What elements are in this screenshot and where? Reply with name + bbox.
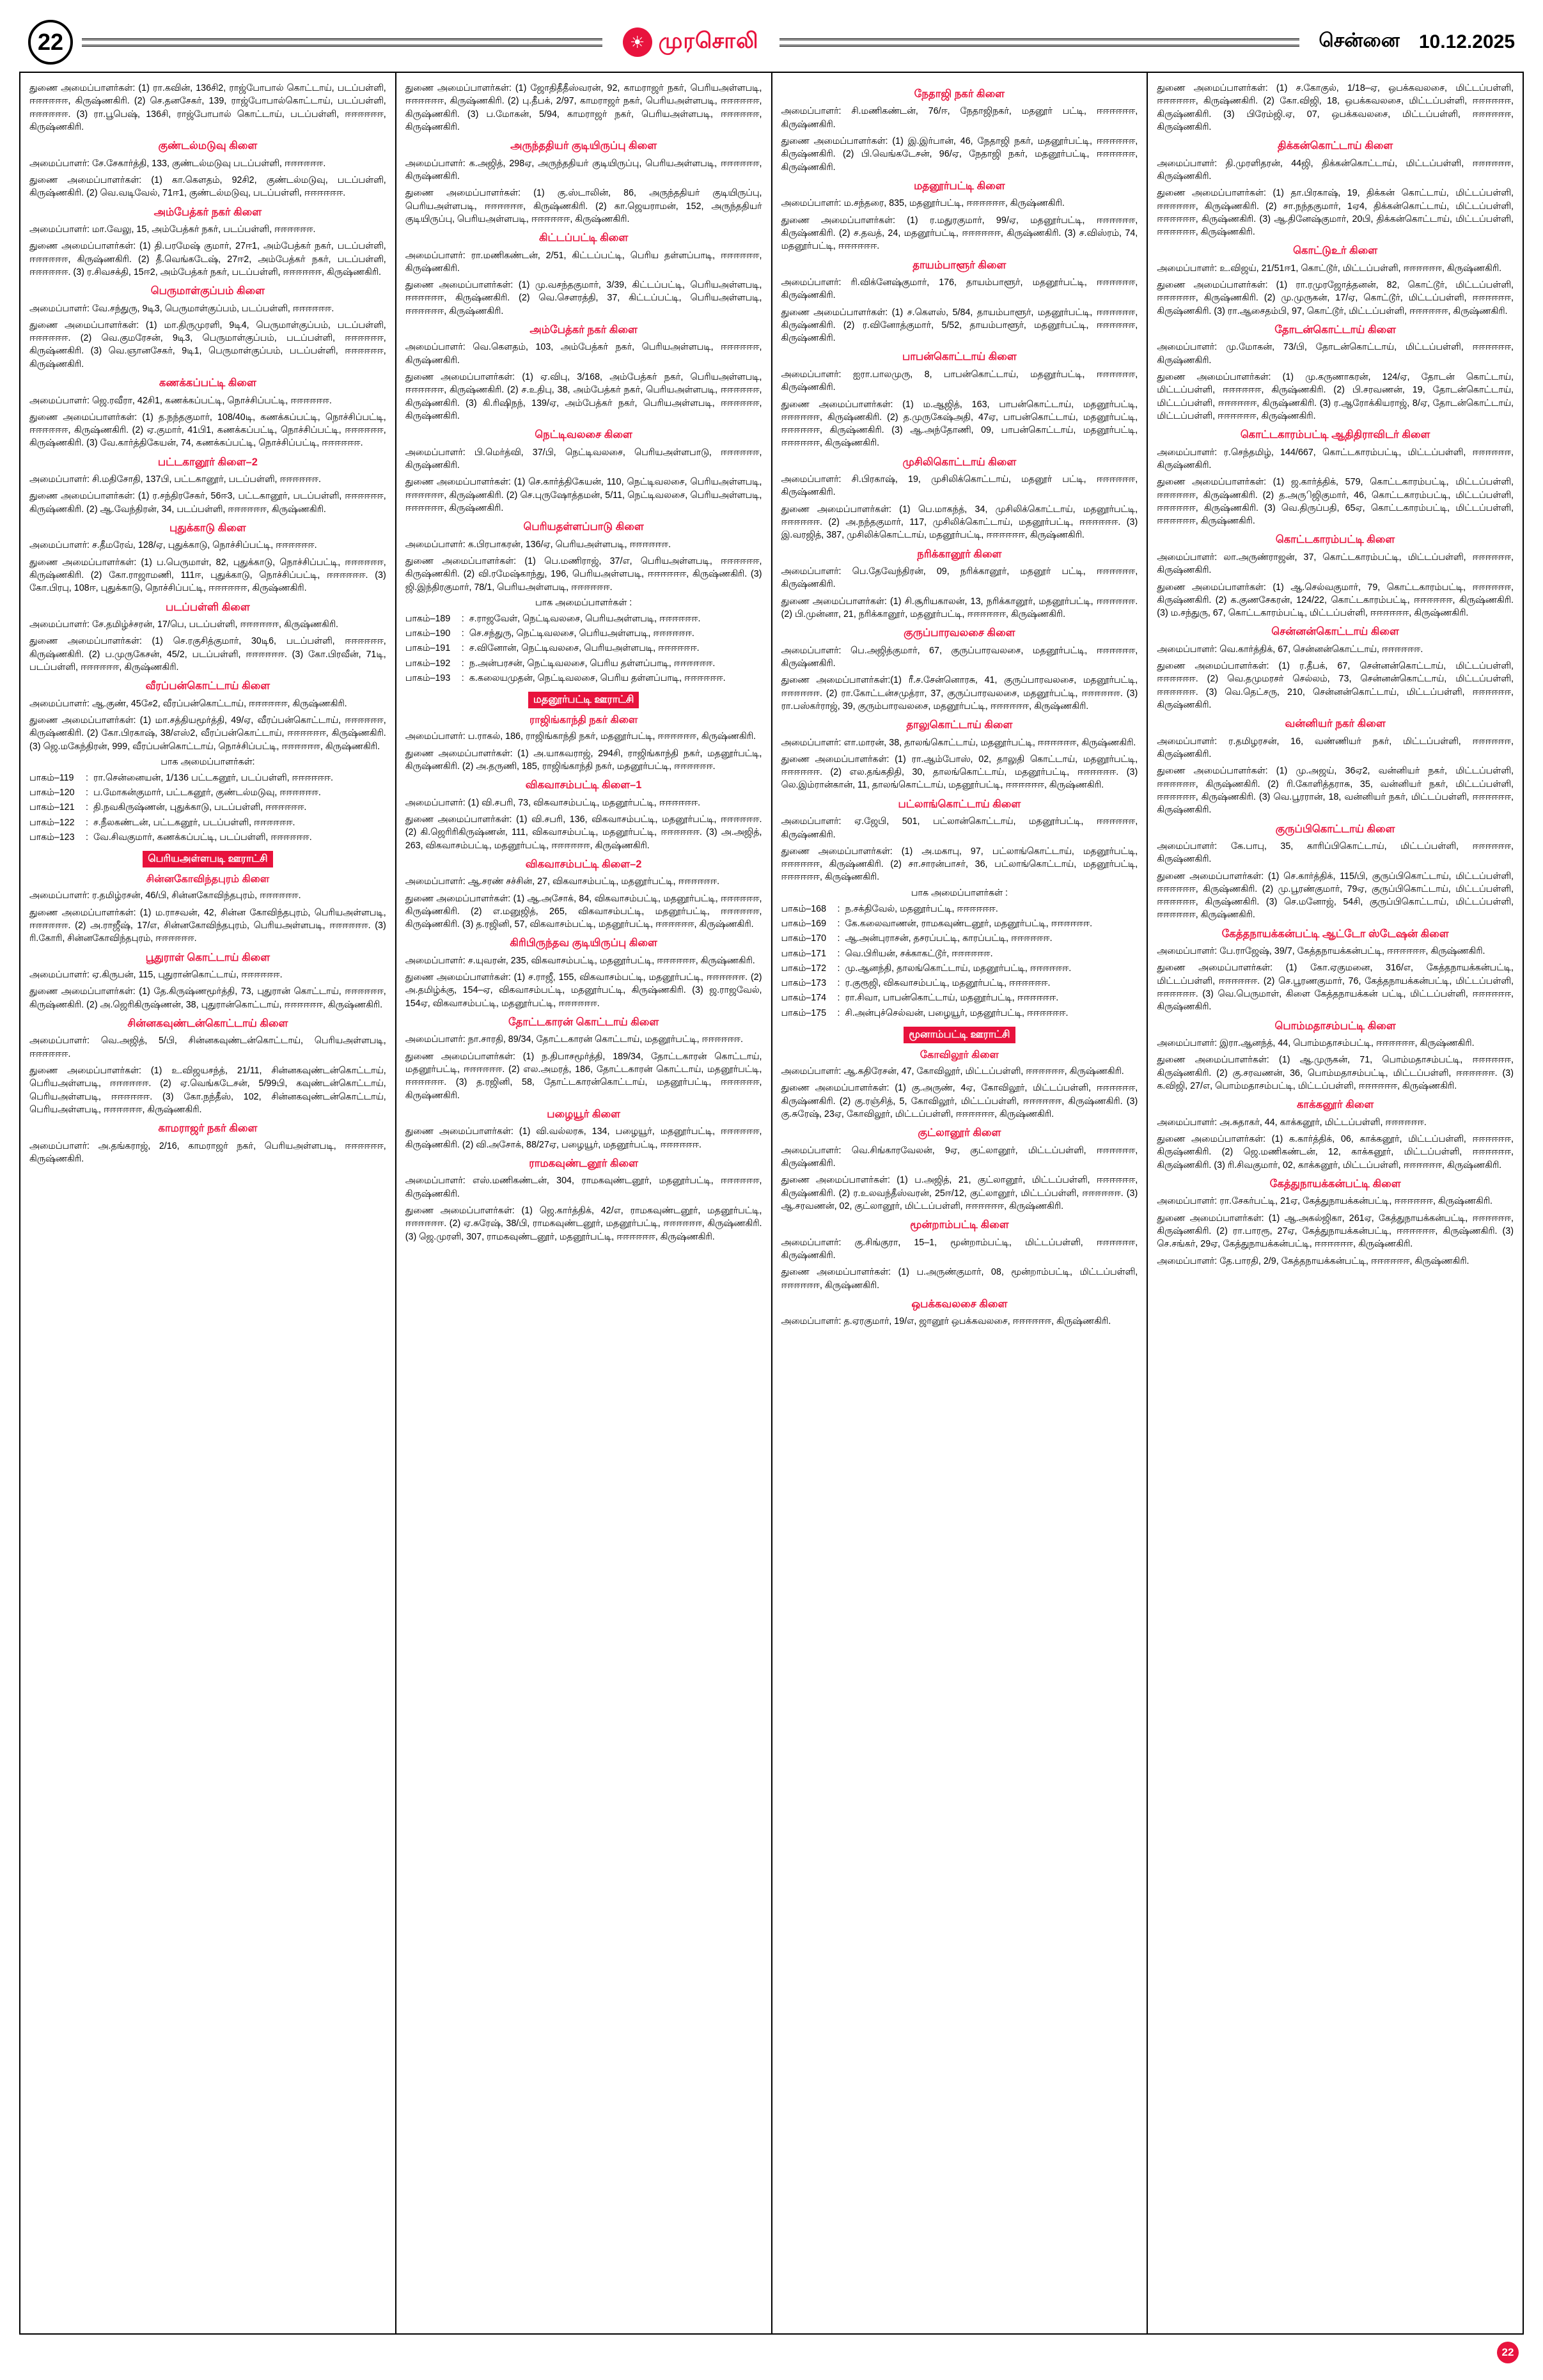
entry-paragraph: துணை அமைப்பாளர்கள்: (1) மு.கருணாகரன், 124/ஏ, தோடன் கொட்டாய், மிட்டப்பள்ளி, ஈஈஈஈஈஈ, கிருஷ்ணகிரி. (2) பி.சரவணன், 19, தோடன்கொட்டாய், மிட்டப்பள்ளி, ஈஈஈஈஈஈ, கிருஷ்ணகிரி. (3) ர.ஆரோக்கியராஜ், 8/ஏ, தோடன்கொட்டாய், மிட்டப்பள்ளி, ஈஈஈஈஈஈ, கிருஷ்ணகிரி. <box>1157 372 1514 421</box>
section-note: பாக அமைப்பாளர்கள் : <box>535 597 632 608</box>
entry-paragraph: துணை அமைப்பாளர்கள்: (1) கு.ஸ்டாலின், 86, அருந்ததியர் குடியிருப்பு, பெரியஅள்ளபடி, ஈஈஈஈஈஈ, கிருஷ்ணகிரி. (2) கா.ஜெயராமன், 152, அருந்ததியர் குடியிருப்பு, பெரியஅள்ளபடி, ஈஈஈஈஈஈ, கிருஷ்ணகிரி. <box>405 188 762 224</box>
branch-heading: ஒபக்கவலசை கிளை <box>911 1298 1008 1310</box>
panchayat-banner: மதனூர்பட்டி ஊராட்சி <box>528 692 639 708</box>
entry-paragraph: துணை அமைப்பாளர்கள்: (1) வி.சபரி, 136, விகவாசம்பட்டி, மதனூர்பட்டி, ஈஈஈஈஈஈ. (2) கி.ஜெரிரிகிருஷ்ணன், 111, விகவாசம்பட்டி, மதனூர்பட்டி, ஈஈஈஈஈஈ. (3) அ.அஜித், 263, விகவாசம்பட்டி, மதனூர்பட்டி, ஈஈஈஈஈஈ, கிருஷ்ணகிரி. <box>405 814 762 851</box>
part-number: பாகம்–189 <box>405 613 451 624</box>
list-item <box>29 786 386 799</box>
entry-paragraph: அமைப்பாளர்: வெ.கார்த்திக், 67, சென்னன்கொட்டாய், ஈஈஈஈஈஈ. <box>1157 644 1423 655</box>
entry-paragraph: துணை அமைப்பாளர்கள்: (1) த.நந்தகுமார், 108/40டி, கணக்கப்பட்டி, நொச்சிப்பட்டி, ஈஈஈஈஈஈ, கிருஷ்ணகிரி. (2) ஏ.குமார், 41பி1, கணக்கப்பட்டி, நொச்சிப்பட்டி, ஈஈஈஈஈஈ, கிருஷ்ணகிரி. (3) வே.கார்த்திகேயன், 74, கணக்கப்பட்டி, நொச்சிப்பட்டி, ஈஈஈஈஈஈ. <box>29 412 386 449</box>
list-item <box>781 992 1138 1004</box>
entry-paragraph: அமைப்பாளர்: கே.பாபு, 35, காரிப்பிகொட்டாய், மிட்டப்பள்ளி, ஈஈஈஈஈஈ, கிருஷ்ணகிரி. <box>1157 841 1514 865</box>
branch-heading: பூதுராள் கொட்டாய் கிளை <box>145 951 270 963</box>
entry-paragraph: அமைப்பாளர்: ஏ.ஜேபி, 501, பட்லான்கொட்டாய், மதனூர்பட்டி, ஈஈஈஈஈஈ, கிருஷ்ணகிரி. <box>781 816 1138 840</box>
part-organizer-list <box>781 903 1138 1020</box>
part-number: பாகம்–123 <box>29 832 75 843</box>
entry-paragraph: அமைப்பாளர்: ஆ.கதிரேசன், 47, கோவிலூர், மிட்டப்பள்ளி, ஈஈஈஈஈஈ, கிருஷ்ணகிரி. <box>781 1066 1124 1077</box>
branch-heading: புதுக்காடு கிளை <box>169 522 246 534</box>
entry-paragraph: அமைப்பாளர்: பி.மெர்த்வி, 37/பி, நெட்டிவலசை, பெரியஅள்ளபாடு, ஈஈஈஈஈஈ, கிருஷ்ணகிரி. <box>405 447 762 471</box>
entry-paragraph: துணை அமைப்பாளர்கள்: (1) ஜெ.கார்த்திக், 42/எ, ராமகவுண்டனூர், மதனூர்பட்டி, ஈஈஈஈஈஈ. (2) ஏ.சுரேஷ், 38/பி, ராமகவுண்டனூர், மதனூர்பட்டி, ஈஈஈஈஈஈ, கிருஷ்ணகிரி. (3) ஜெ.முரளி, 307, ராமகவுண்டனூர், மதனூர்பட்டி, ஈஈஈஈஈஈ, கிருஷ்ணகிரி. <box>405 1206 762 1242</box>
entry-paragraph: துணை அமைப்பாளர்கள்: (1) ப.பெருமாள், 82, புதுக்காடு, நொச்சிப்பட்டி, ஈஈஈஈஈஈ, கிருஷ்ணகிரி. (2) கோ.ராஜாமணி, 111ஈ, புதுக்காடு, நொச்சிப்பட்டி, ஈஈஈஈஈஈ. (3) கோ.பிரபு, 108ஈ, புதுக்காடு, நொச்சிப்பட்டி, ஈஈஈஈஈஈ, கிருஷ்ணகிரி. <box>29 557 386 594</box>
list-item <box>405 612 762 625</box>
part-number: பாகம்–169 <box>781 919 827 929</box>
branch-heading: கேத்தநாயக்கன்பட்டி ஆட்டோ ஸ்டேஷன் கிளை <box>1221 928 1449 940</box>
list-item <box>29 801 386 814</box>
branch-heading: அருந்ததியர் குடியிருப்பு கிளை <box>510 140 657 152</box>
branch-heading: தோட்டகாரன் கொட்டாய் கிளை <box>508 1016 659 1029</box>
branch-heading: சென்னன்கொட்டாய் கிளை <box>1271 626 1399 638</box>
entry-paragraph: அமைப்பாளர்: ர.தமிழரசன், 16, வண்ணியர் நகர், மிட்டப்பள்ளி, ஈஈஈஈஈஈ, கிருஷ்ணகிரி. <box>1157 736 1514 760</box>
part-organizer-name: ச.ராஜவேள், நெட்டிவலசை, பெரியஅள்ளபடி, ஈஈஈஈஈஈ. <box>469 613 701 624</box>
panchayat-banner: பெரியஅள்ளபடி ஊராட்சி <box>143 851 272 867</box>
part-organizer-name: ப.மோகன்குமார், பட்டகனூர், குண்டல்மடுவு, ஈஈஈஈஈஈ. <box>93 788 321 798</box>
part-number: பாகம்–171 <box>781 948 827 959</box>
entry-paragraph: அமைப்பாளர்: பெ.அஜித்குமார், 67, குருப்பாரவலசை, மதனூர்பட்டி, ஈஈஈஈஈஈ, கிருஷ்ணகிரி. <box>781 645 1138 669</box>
entry-paragraph: துணை அமைப்பாளர்கள்: (1) ர.மதுரகுமார், 99/ஏ, மதனூர்பட்டி, ஈஈஈஈஈஈ, கிருஷ்ணகிரி. (2) ச.தவத், 24, மதனூர்பட்டி, ஈஈஈஈஈஈ, கிருஷ்ணகிரி. (3) ச.விஸ்ரம், 74, மதனூர்பட்டி, ஈஈஈஈஈஈ. <box>781 215 1138 252</box>
part-separator: : <box>86 817 88 828</box>
branch-heading: சின்னகவுண்டன்கொட்டாய் கிளை <box>127 1017 288 1029</box>
entry-paragraph: அமைப்பாளர்: ரி.விக்னேஷ்குமார், 176, தாயம்பாளூர், மதனூர்பட்டி, ஈஈஈஈஈஈ, கிருஷ்ணகிரி. <box>781 277 1138 301</box>
entry-paragraph: துணை அமைப்பாளர்கள்: (1) ப.அஜித், 21, குட்லானூர், மிட்டப்பள்ளி, ஈஈஈஈஈஈ, கிருஷ்ணகிரி. (2) ர.உலவந்தீஸ்வரன், 25ஈ/12, குட்லானூர், மிட்டப்பள்ளி, ஈஈஈஈஈஈ. (3) ஆ.சரவணன், 02, குட்லானூர், மிட்டப்பள்ளி, ஈஈஈஈஈஈ, கிருஷ்ணகிரி. <box>781 1175 1138 1211</box>
branch-heading: குருப்பாரவலசை கிளை <box>904 627 1015 639</box>
entry-paragraph: துணை அமைப்பாளர்கள்: (1) ச.கோகுல், 1/18–ஏ, ஒபக்கவலசை, மிட்டப்பள்ளி, ஈஈஈஈஈஈ, கிருஷ்ணகிரி. (2) கோ.விஜி, 18, ஒபக்கவலசை, மிட்டப்பள்ளி, ஈஈஈஈஈஈ, கிருஷ்ணகிரி. (3) பிரேம்ஜி.ஏ, 07, ஒபக்கவலசை, மிட்டப்பள்ளி, ஈஈஈஈஈஈ, கிருஷ்ணகிரி. <box>1157 83 1514 132</box>
entry-paragraph: துணை அமைப்பாளர்கள்: (1) தி.பரமேஷ் குமார், 27ஈ1, அம்பேத்கர் நகர், படப்பள்ளி, ஈஈஈஈஈஈ, கிருஷ்ணகிரி. (2) தீ.வெங்கடேஷ், 27ஈ2, அம்பேத்கர் நகர், படப்பள்ளி, ஈஈஈஈஈஈ. (3) ர.சிவசக்தி, 15ஈ2, அம்பேத்கர் நகர், படப்பள்ளி, ஈஈஈஈஈஈ, கிருஷ்ணகிரி. <box>29 241 386 277</box>
part-organizer-name: வெ.பிரியன், சக்காகட்டூர், ஈஈஈஈஈஈ. <box>845 948 993 959</box>
list-item <box>781 917 1138 930</box>
entry-paragraph: துணை அமைப்பாளர்கள்: (1) பெ.மாகந்த், 34, முசிலிக்கொட்டாய், மதனூர்பட்டி, ஈஈஈஈஈஈ. (2) அ.நந்தகுமார், 117, முசிலிக்கொட்டாய், மதனூர்பட்டி, ஈஈஈஈஈஈ. (3) இ.வரஜித், 387, முசிலிக்கொட்டாய், மதனூர்பட்டி, ஈஈஈஈஈஈ, கிருஷ்ணகிரி. <box>781 504 1138 541</box>
entry-paragraph: துணை அமைப்பாளர்கள்: (1) மு.அஜய், 36ஏ2, வன்னியர் நகர், மிட்டப்பள்ளி, ஈஈஈஈஈஈ, கிருஷ்ணகிரி. (2) ரி.கோளித்தராசு, 35, வன்னியர் நகர், மிட்டப்பள்ளி, ஈஈஈஈஈஈ, கிருஷ்ணகிரி. (3) வெ.பூரரான், 18, வன்னியர் நகர், மிட்டப்பள்ளி, ஈஈஈஈஈஈ, கிருஷ்ணகிரி. <box>1157 766 1514 816</box>
entry-paragraph: துணை அமைப்பாளர்கள்: (1) தா.பிரகாஷ், 19, திக்கன் கொட்டாய், மிட்டப்பள்ளி, ஈஈஈஈஈஈ, கிருஷ்ணகிரி. (2) சா.நந்தகுமார், 1ஏ4, திக்கன்கொட்டாய், மிட்டப்பள்ளி, ஈஈஈஈஈஈ, கிருஷ்ணகிரி. (3) ஆ.தினேஷ்குமார், 20பி, திக்கன்கொட்டாய், மிட்டப்பள்ளி, ஈஈஈஈஈஈ, கிருஷ்ணகிரி. <box>1157 188 1514 238</box>
part-organizer-name: ச.நீலகண்டன், பட்டகனூர், படப்பள்ளி, ஈஈஈஈஈஈ. <box>93 817 295 828</box>
entry-paragraph: துணை அமைப்பாளர்கள்: (1) செ.ரகுசித்குமார், 30டி6, படப்பள்ளி, ஈஈஈஈஈஈ, கிருஷ்ணகிரி. (2) ப.முருகேசன், 45/2, படப்பள்ளி, ஈஈஈஈஈஈ. (3) கோ.பிரவீன், 71டி, படப்பள்ளி, ஈஈஈஈஈஈ, கிருஷ்ணகிரி. <box>29 636 386 673</box>
content-frame <box>19 72 1524 2335</box>
entry-paragraph: துணை அமைப்பாளர்கள்: (1) ஜ.கார்த்திக், 579, கொட்டகாரம்பட்டி, மிட்டப்பள்ளி, ஈஈஈஈஈஈ, கிருஷ்ணகிரி. (2) த.அருிஜிகுமார், 46, கொட்டகாரம்பட்டி, மிட்டப்பள்ளி, ஈஈஈஈஈஈ, கிருஷ்ணகிரி. (3) வெ.திருப்பதி, 65ஏ, கொட்டகாரம்பட்டி, மிட்டப்பள்ளி, ஈஈஈஈஈஈ, கிருஷ்ணகிரி. <box>1157 477 1514 527</box>
entry-paragraph: அமைப்பாளர்: (1) வி.சபரி, 73, விகவாசம்பட்டி, மதனூர்பட்டி, ஈஈஈஈஈஈ. <box>405 797 701 808</box>
part-number: பாகம்–120 <box>29 788 75 798</box>
part-organizer-name: வே.சிவகுமார், கணக்கப்பட்டி, படப்பள்ளி, ஈஈஈஈஈஈ. <box>93 832 312 843</box>
col-2 <box>396 73 772 2333</box>
part-separator: : <box>86 772 88 783</box>
entry-paragraph: அமைப்பாளர்: பே.ராஜேஷ், 39/7, கேத்தநாயக்கன்பட்டி, ஈஈஈஈஈஈ, கிருஷ்ணகிரி. <box>1157 946 1485 957</box>
entry-paragraph: துணை அமைப்பாளர்கள்: (1) உ.விஜயசந்த், 21/11, சின்னகவுண்டன்கொட்டாய், பெரியஅள்ளபடி, ஈஈஈஈஈஈ. (2) ஏ.வெங்கடேசன், 5/99பி, கவுண்டன்கொட்டாய், பெரியஅள்ளபடி, ஈஈஈஈஈஈ. (3) கோ.நந்தீஸ், 102, சின்னகவுண்டன்கொட்டாய், பெரியஅள்ளபடி, ஈஈஈஈஈஈ, கிருஷ்ணகிரி. <box>29 1065 386 1115</box>
entry-paragraph: அமைப்பாளர்: தே.பாரதி, 2/9, கேத்தநாயக்கன்பட்டி, ஈஈஈஈஈஈ, கிருஷ்ணகிரி. <box>1157 1256 1469 1266</box>
section-note: பாக அமைப்பாளர்கள் : <box>911 887 1008 898</box>
entry-paragraph: அமைப்பாளர்: ர.தமிழ்ரசன், 46/பி, சின்னகோவிந்தபுரம், ஈஈஈஈஈஈ. <box>29 891 301 901</box>
part-organizer-name: ரா.சிவா, பாபன்கொட்டாய், மதனூர்பட்டி, ஈஈஈஈஈஈ. <box>845 993 1059 1004</box>
entry-paragraph: அமைப்பாளர்: தி.முரளிதரன், 44ஜி, திக்கன்கொட்டாய், மிட்டப்பள்ளி, ஈஈஈஈஈஈ, கிருஷ்ணகிரி. <box>1157 158 1514 182</box>
entry-paragraph: துணை அமைப்பாளர்கள்: (1) ச.கௌஸ், 5/84, தாயம்பாளூர், மதனூர்பட்டி, ஈஈஈஈஈஈ, கிருஷ்ணகிரி. (2) ர.வினோத்குமார், 5/52, தாயம்பாளூர், மதனூர்பட்டி, ஈஈஈஈஈஈ, கிருஷ்ணகிரி. <box>781 307 1138 344</box>
list-item <box>29 816 386 829</box>
branch-heading: காக்கனூர் கிளை <box>1297 1099 1374 1111</box>
entry-paragraph: துணை அமைப்பாளர்கள்: (1) செ.கார்த்திகேயன், 110, நெட்டிவலசை, பெரியஅள்ளபடி, ஈஈஈஈஈஈ, கிருஷ்ணகிரி. (2) செ.புருஷோத்தமன், 5/11, நெட்டிவலசை, பெரியஅள்ளபடி, ஈஈஈஈஈஈ, கிருஷ்ணகிரி. <box>405 477 762 513</box>
page-number-badge: 22 <box>28 20 73 65</box>
part-number: பாகம்–175 <box>781 1007 827 1018</box>
entry-paragraph: அமைப்பாளர்: மா.வேலு, 15, அம்பேத்கர் நகர், படப்பள்ளி, ஈஈஈஈஈஈ. <box>29 224 316 235</box>
entry-paragraph: அமைப்பாளர்: பெ.தேவேந்திரன், 09, நரிக்கானூர், மதனூர் பட்டி, ஈஈஈஈஈஈ, கிருஷ்ணகிரி. <box>781 566 1138 590</box>
branch-heading: தாயம்பாளூர் கிளை <box>912 259 1006 271</box>
part-separator: : <box>837 919 840 929</box>
part-organizer-list <box>405 612 762 685</box>
section-note: பாக அமைப்பாளர்கள்: <box>161 756 255 767</box>
branch-heading: குண்டல்மடுவு கிளை <box>158 140 258 152</box>
entry-paragraph: அமைப்பாளர்: ஏ.கிருபன், 115, புதுரான்கொட்டாய், ஈஈஈஈஈஈ. <box>29 970 283 980</box>
entry-paragraph: அமைப்பாளர்: சே.சேகார்த்தி, 133, குண்டல்மடுவு படப்பள்ளி, ஈஈஈஈஈஈ. <box>29 158 326 169</box>
list-item <box>781 1007 1138 1020</box>
branch-heading: கேத்துநாயக்கன்பட்டி கிளை <box>1269 1178 1401 1190</box>
entry-paragraph: அமைப்பாளர்: வெ.அஜித், 5/பி, சின்னகவுண்டன்கொட்டாய், பெரியஅள்ளபடி, ஈஈஈஈஈஈ. <box>29 1036 386 1059</box>
entry-paragraph: துணை அமைப்பாளர்கள்: (1) ந.திபாசமூர்த்தி, 189/34, தோட்டகாரன் கொட்டாய், மதனூர்பட்டி, ஈஈஈஈஈஈ. (2) எல.அமரத், 186, தோட்டகாரன் கொட்டாய், மதனூர்பட்டி, ஈஈஈஈஈஈ. (3) த.ரஜினி, 58, தோட்டகாரன்கொட்டாய், மதனூர்பட்டி, ஈஈஈஈஈஈ, கிருஷ்ணகிரி. <box>405 1051 762 1101</box>
entry-paragraph: அமைப்பாளர்: ஐரா.பாலமுரு, 8, பாபன்கொட்டாய், மதனூர்பட்டி, ஈஈஈஈஈஈ, கிருஷ்ணகிரி. <box>781 369 1138 393</box>
branch-heading: பட்லாங்கொட்டாய் கிளை <box>898 798 1021 810</box>
branch-heading: நெட்டிவலசை கிளை <box>535 429 632 441</box>
entry-paragraph: துணை அமைப்பாளர்கள்: (1) ர.தீபக், 67, சென்னன்கொட்டாய், மிட்டப்பள்ளி, ஈஈஈஈஈஈ. (2) வெ.தமுமரசர் செல்லம், 73, சென்னன்கொட்டாய், மிட்டப்பள்ளி, ஈஈஈஈஈஈ. (3) வெ.தெட்சரு, 210, சென்னன்கொட்டாய், மிட்டப்பள்ளி, ஈஈஈஈஈஈ, கிருஷ்ணகிரி. <box>1157 661 1514 711</box>
panchayat-banner: மூனாம்பட்டி ஊராட்சி <box>904 1027 1015 1043</box>
entry-paragraph: அமைப்பாளர்: சி.மதிசோதி, 137பி, பட்டகானூர், படப்பள்ளி, ஈஈஈஈஈஈ. <box>29 474 321 485</box>
entry-paragraph: அமைப்பாளர்: ப.ராகல், 186, ராஜிங்காந்தி நகர், மதனூர்பட்டி, ஈஈஈஈஈஈ, கிருஷ்ணகிரி. <box>405 731 756 742</box>
list-item <box>781 903 1138 915</box>
entry-paragraph: துணை அமைப்பாளர்கள்: (1) ஏ.விபு, 3/168, அம்பேத்கர் நகர், பெரியஅள்ளபடி, ஈஈஈஈஈஈ, கிருஷ்ணகிரி. (2) ச.உதிபு, 38, அம்பேத்கர் நகர், பெரியஅள்ளபடி, ஈஈஈஈஈஈ, கிருஷ்ணகிரி. (3) கி.ரிஷிநந், 139/ஏ, அம்பேத்கர் நகர், பெரியஅள்ளபடி, ஈஈஈஈஈஈ, கிருஷ்ணகிரி. <box>405 372 762 421</box>
part-organizer-name: க.கலையமுதன், நெட்டிவலசை, பெரிய தள்ளப்பாடி, ஈஈஈஈஈஈ. <box>469 673 726 683</box>
part-organizer-name: ரா.சென்னையன், 1/136 பட்டகனூர், படப்பள்ளி, ஈஈஈஈஈஈ. <box>93 772 333 783</box>
entry-paragraph: துணை அமைப்பாளர்கள்: (1) ரா.கவின், 136சி2, ராஜ்போபால் கொட்டாய், படப்பள்ளி, ஈஈஈஈஈஈ, கிருஷ்ணகிரி. (2) செ.தனசேகர், 139, ராஜ்போபால்கொட்டாய், படப்பள்ளி, ஈஈஈஈஈஈ. (3) ரா.பூபெஷ், 136சி, ராஜ்போபால் கொட்டாய், படப்பள்ளி, ஈஈஈஈஈஈ, கிருஷ்ணகிரி. <box>29 83 386 132</box>
part-organizer-name: ந.சக்திவேல், மதனூர்பட்டி, ஈஈஈஈஈஈ. <box>845 903 998 914</box>
entry-paragraph: அமைப்பாளர்: அ.சுதாகர், 44, காக்கனூர், மிட்டப்பள்ளி, ஈஈஈஈஈஈ. <box>1157 1117 1427 1128</box>
list-item <box>29 831 386 844</box>
branch-heading: பெருமாள்குப்பம் கிளை <box>150 285 265 297</box>
branch-heading: வீரப்பன்கொட்டாய் கிளை <box>145 680 270 692</box>
entry-paragraph: அமைப்பாளர்: வெ.கௌதம், 103, அம்பேத்கர் நகர், பெரியஅள்ளபடி, ஈஈஈஈஈஈ, கிருஷ்ணகிரி. <box>405 342 762 366</box>
part-number: பாகம்–119 <box>29 772 74 783</box>
entry-paragraph: துணை அமைப்பாளர்கள்: (1) ஆ.முருகன், 71, பொம்மதாசம்பட்டி, ஈஈஈஈஈஈ, கிருஷ்ணகிரி. (2) கு.சரவணன், 36, பொம்மதாசம்பட்டி, மிட்டப்பள்ளி, ஈஈஈஈஈஈ. (3) க.விஜி, 27/எ, பொம்மதாசம்பட்டி, மிட்டப்பள்ளி, ஈஈஈஈஈஈ, கிருஷ்ணகிரி. <box>1157 1055 1514 1091</box>
footer-page-number: 22 <box>1497 2342 1519 2363</box>
part-separator: : <box>461 613 464 624</box>
entry-paragraph: துணை அமைப்பாளர்கள்: (1) ர.சந்திரசேகர், 56ஈ3, பட்டகானூர், படப்பள்ளி, ஈஈஈஈஈஈ, கிருஷ்ணகிரி. (2) ஆ.வேந்திரன், 34, படப்பள்ளி, ஈஈஈஈஈஈ, கிருஷ்ணகிரி. <box>29 491 386 515</box>
entry-paragraph: துணை அமைப்பாளர்கள்: (1) மா.சத்தியமூர்த்தி, 49/ஏ, வீரப்பன்கொட்டாய், ஈஈஈஈஈஈ, கிருஷ்ணகிரி. (2) கோ.பிரகாஷ், 38/எஸ்2, வீரப்பன்கொட்டாய், ஈஈஈஈஈஈ, கிருஷ்ணகிரி. (3) ஜெ.மகேந்திரன், 999, வீரப்பன்கொட்டாய், நொச்சிப்பட்டி, ஈஈஈஈஈஈ, கிருஷ்ணகிரி. <box>29 715 386 752</box>
entry-paragraph: அமைப்பாளர்: ரா.மணிகண்டன், 2/51, கிட்டப்பட்டி, பெரிய தள்ளப்பாடி, ஈஈஈஈஈஈ, கிருஷ்ணகிரி. <box>405 250 762 274</box>
branch-heading: கொட்டகாரம்பட்டி கிளை <box>1275 534 1395 546</box>
branch-heading: நரிக்கானூர் கிளை <box>917 548 1002 560</box>
entry-paragraph: அமைப்பாளர்: லா.அருண்ராஜன், 37, கொட்டகாரம்பட்டி, மிட்டப்பள்ளி, ஈஈஈஈஈஈ, கிருஷ்ணகிரி. <box>1157 552 1514 576</box>
list-item <box>405 642 762 655</box>
entry-paragraph: அமைப்பாளர்: அ.தங்கராஜ், 2/16, காமராஜர் நகர், பெரியஅள்ளபடி, ஈஈஈஈஈஈ, கிருஷ்ணகிரி. <box>29 1140 386 1164</box>
masthead-rule-right <box>779 38 1300 47</box>
branch-heading: பட்டகானூர் கிளை–2 <box>157 456 258 468</box>
entry-paragraph: அமைப்பாளர்: ஆ.குண், 45சே2, வீரப்பன்கொட்டாய், ஈஈஈஈஈஈ, கிருஷ்ணகிரி. <box>29 698 347 709</box>
list-item <box>781 962 1138 975</box>
part-separator: : <box>461 643 464 654</box>
entry-paragraph: அமைப்பாளர்: சி.பிரகாஷ், 19, முசிலிக்கொட்டாய், மதனூர் பட்டி, ஈஈஈஈஈஈ, கிருஷ்ணகிரி. <box>781 474 1138 498</box>
entry-paragraph: அமைப்பாளர்: கு.சிங்குரா, 15–1, மூன்றாம்பட்டி, மிட்டப்பள்ளி, ஈஈஈஈஈஈ, கிருஷ்ணகிரி. <box>781 1237 1138 1261</box>
part-separator: : <box>837 948 840 959</box>
entry-paragraph: துணை அமைப்பாளர்கள்: (1) ஜோதிதீதீஸ்வரன், 92, காமராஜர் நகர், பெரியஅள்ளபடி, ஈஈஈஈஈஈ, கிருஷ்ணகிரி. (2) பு.தீபக், 2/97, காமராஜர் நகர், பெரியஅள்ளபடி, ஈஈஈஈஈஈ, கிருஷ்ணகிரி. (3) ப.மோகன், 5/94, காமராஜர் நகர், பெரியஅள்ளபடி, ஈஈஈஈஈஈ, கிருஷ்ணகிரி. <box>405 83 762 132</box>
branch-heading: நேதாஜி நகர் கிளை <box>914 88 1005 100</box>
branch-subheading: ராஜிங்காந்தி நகர் கிளை <box>529 715 638 726</box>
branch-heading: விகவாசம்பட்டி கிளை–2 <box>525 858 642 870</box>
entry-paragraph: அமைப்பாளர்: ஆ.சரண் சச்சின், 27, விகவாசம்பட்டி, மதனூர்பட்டி, ஈஈஈஈஈஈ. <box>405 876 720 887</box>
edition-label: சென்னை <box>1319 30 1400 51</box>
entry-paragraph: துணை அமைப்பாளர்கள்: (1) ஆ.அசோக், 84, விகவாசம்பட்டி, மதனூர்பட்டி, ஈஈஈஈஈஈ, கிருஷ்ணகிரி. (2) எ.மனுஜித், 265, விகவாசம்பட்டி, மதனூர்பட்டி, ஈஈஈஈஈஈ, கிருஷ்ணகிரி. (3) த.ரஜினி, 57, விகவாசம்பட்டி, மதனூர்பட்டி, ஈஈஈஈஈஈ, கிருஷ்ணகிரி. <box>405 893 762 930</box>
part-separator: : <box>837 903 840 914</box>
part-number: பாகம்–121 <box>29 802 75 813</box>
part-organizer-name: ந.அன்பரசன், நெட்டிவலசை, பெரிய தள்ளப்பாடி, ஈஈஈஈஈஈ. <box>469 658 716 669</box>
branch-heading: முசிலிகொட்டாய் கிளை <box>902 456 1017 468</box>
entry-paragraph: துணை அமைப்பாளர்கள்: (1) பெ.மணிராஜ், 37/எ, பெரியஅள்ளபடி, ஈஈஈஈஈஈ, கிருஷ்ணகிரி. (2) வி.ரமேஷ்காந்து, 196, பெரியஅள்ளபடி, ஈஈஈஈஈஈ, கிருஷ்ணகிரி. (3) ஜி.இந்திரகுமார், 78/1, பெரியஅள்ளபடி, ஈஈஈஈஈஈ. <box>405 556 762 593</box>
branch-heading: தோடன்கொட்டாய் கிளை <box>1274 324 1397 336</box>
brand-name: முரசொலி <box>658 28 759 53</box>
entry-paragraph: துணை அமைப்பாளர்கள்: (1) ம.ஆஜித், 163, பாபன்கொட்டாய், மதனூர்பட்டி, ஈஈஈஈஈஈ, கிருஷ்ணகிரி. (2) த.முருகேஷ்அதி, 47ஏ, பாபன்கொட்டாய், மதனூர்பட்டி, ஈஈஈஈஈஈ, கிருஷ்ணகிரி. (3) ஆ.அந்தோணி, 09, பாபன்கொட்டாய், மதனூர்பட்டி, ஈஈஈஈஈஈ, கிருஷ்ணகிரி. <box>781 399 1138 449</box>
entry-paragraph: துணை அமைப்பாளர்கள்: (1) கோ.ஏகுமனை, 316/எ, கேத்தநாயக்கன்பட்டி, மிட்டப்பள்ளி, ஈஈஈஈஈஈ. (2) செ.பூரணகுமார், 76, கேத்தநாயக்கன்பட்டி, மிட்டப்பள்ளி, ஈஈஈஈஈஈ. (3) வெ.பெருமாள், கிளை கேத்தநாயக்கன் பட்டி, மிட்டப்பள்ளி, ஈஈஈஈஈஈ, கிருஷ்ணகிரி. <box>1157 963 1514 1013</box>
part-separator: : <box>461 673 464 683</box>
branch-heading: குருப்பிகொட்டாய் கிளை <box>1275 823 1395 835</box>
entry-paragraph: துணை அமைப்பாளர்கள்: (1) செ.கார்த்திக், 115/பி, குருப்பிகொட்டாய், மிட்டப்பள்ளி, ஈஈஈஈஈஈ, கிருஷ்ணகிரி. (2) மு.பூரண்குமார், 79ஏ, குருப்பிகொட்டாய், மிட்டப்பள்ளி, ஈஈஈஈஈஈ, கிருஷ்ணகிரி. (3) செ.மனோஜ், 54சி, குருப்பிகொட்டாய், மிட்டப்பள்ளி, ஈஈஈஈஈஈ, கிருஷ்ணகிரி. <box>1157 871 1514 921</box>
list-item <box>29 772 386 784</box>
entry-paragraph: துணை அமைப்பாளர்கள்: (1) மா.திருமுரளி, 9டி4, பெருமாள்குப்பம், படப்பள்ளி, ஈஈஈஈஈஈ. (2) வெ.குமரேசன், 9டி3, பெருமாள்குப்பம், படப்பள்ளி, ஈஈஈஈஈஈ, கிருஷ்ணகிரி. (3) வெ.ஞானசேகர், 9டி1, பெருமாள்குப்பம், படப்பள்ளி, ஈஈஈஈஈஈ, கிருஷ்ணகிரி. <box>29 320 386 369</box>
branch-heading: பாபன்கொட்டாய் கிளை <box>902 351 1017 363</box>
part-separator: : <box>837 978 840 989</box>
entry-paragraph: துணை அமைப்பாளர்கள்: (1) ரா.ரமுரஜோத்தனன், 82, கொட்டூர், மிட்டப்பள்ளி, ஈஈஈஈஈஈ, கிருஷ்ணகிரி. (2) மு.முருகன், 17/ஏ, கொட்டூர், மிட்டப்பள்ளி, ஈஈஈஈஈஈ, கிருஷ்ணகிரி. (3) ரா.ஆசைதம்பி, 97, கொட்டூர், மிட்டப்பள்ளி, ஈஈஈஈஈஈ, கிருஷ்ணகிரி. <box>1157 280 1514 316</box>
part-separator: : <box>86 802 88 813</box>
part-separator: : <box>837 933 840 944</box>
branch-heading: வன்னியர் நகர் கிளை <box>1285 718 1386 730</box>
entry-paragraph: துணை அமைப்பாளர்கள்: (1) ம.ராசவன், 42, சின்ன கோவிந்தபுரம், பெரியஅள்ளபடி, ஈஈஈஈஈஈ. (2) அ.ராஜீஷ், 17/எ, சின்னகோவிந்தபுரம், பெரியஅள்ளபடி, ஈஈஈஈஈஈ. (3) ரி.கோரி, சின்னகோவிந்தபுரம், ஈஈஈஈஈஈ. <box>29 907 386 944</box>
branch-heading: மூன்றாம்பட்டி கிளை <box>910 1219 1009 1231</box>
part-number: பாகம்–192 <box>405 658 451 669</box>
branch-heading: கணக்கப்பட்டி கிளை <box>159 377 256 389</box>
part-organizer-name: தி.நவகிருஷ்ணன், புதுக்காடு, படப்பள்ளி, ஈஈஈஈஈஈ. <box>93 802 307 813</box>
masthead-rule-left <box>82 38 602 47</box>
sun-emblem-icon: ☀ <box>623 27 652 57</box>
part-separator: : <box>461 628 464 639</box>
part-number: பாகம்–190 <box>405 628 451 639</box>
entry-paragraph: துணை அமைப்பாளர்கள்:(1) ரீ.ச.சேன்னொரசு, 41, குருப்பாரவலசை, மதனூர்பட்டி, ஈஈஈஈஈஈ. (2) ரா.கோட்டன்சமுத்ரா, 37, குருப்பாரவலசை, மதனூர்பட்டி, ஈஈஈஈஈஈ. (3) ரா.பஸ்கர்ராஜ், 39, குரும்பாரவலசை, மதனூர்பட்டி, ஈஈஈஈஈஈ, கிருஷ்ணகிரி. <box>781 675 1138 712</box>
list-item <box>405 657 762 670</box>
entry-paragraph: துணை அமைப்பாளர்கள்: (1) ரா.ஆம்போஸ், 02, தாலுதி கொட்டாய், மதனூர்பட்டி, ஈஈஈஈஈஈ. (2) எல.தங்கதிதி, 30, தாலங்கொட்டாய், மதனூர்பட்டி, ஈஈஈஈஈஈ. (3) லெ.இம்ரான்கான், 11, தாலங்கொட்டாய், மதனூர்பட்டி, ஈஈஈஈஈஈ, கிருஷ்ணகிரி. <box>781 754 1138 791</box>
entry-paragraph: அமைப்பாளர்: வெ.சிங்காரவேலன், 9ஏ, குட்லானூர், மிட்டப்பள்ளி, ஈஈஈஈஈஈ, கிருஷ்ணகிரி. <box>781 1145 1138 1169</box>
entry-paragraph: அமைப்பாளர்: க.அஜித், 298ஏ, அருந்ததியர் குடியிருப்பு, பெரியஅள்ளபடி, ஈஈஈஈஈஈ, கிருஷ்ணகிரி. <box>405 158 762 182</box>
col-1 <box>20 73 396 2333</box>
part-separator: : <box>86 788 88 798</box>
branch-heading: கொட்டகாரம்பட்டி ஆதிதிராவிடர் கிளை <box>1240 429 1430 441</box>
part-separator: : <box>461 658 464 669</box>
branch-heading: ராமகவுண்டனூர் கிளை <box>529 1158 639 1169</box>
entry-paragraph: அமைப்பாளர்: த.ஏரகுமார், 19/எ, ஜானூர் ஒபக்கவலசை, ஈஈஈஈஈஈ, கிருஷ்ணகிரி. <box>781 1316 1111 1327</box>
entry-paragraph: அமைப்பாளர்: ச.தீமரேவ், 128/ஏ, புதுக்காடு, நொச்சிப்பட்டி, ஈஈஈஈஈஈ. <box>29 540 317 551</box>
entry-paragraph: துணை அமைப்பாளர்கள்: (1) சி.சூரியகாலன், 13, நரிக்கானூர், மதனூர்பட்டி, ஈஈஈஈஈஈ. (2) பி.முன்னா, 21, நரிக்கானூர், மதனூர்பட்டி, ஈஈஈஈஈஈ, கிருஷ்ணகிரி. <box>781 596 1138 619</box>
branch-heading: அம்பேத்கர் நகர் கிளை <box>153 206 262 218</box>
branch-heading: கொட்டுஉர் கிளை <box>1293 245 1378 257</box>
part-organizer-list <box>29 772 386 844</box>
col-3 <box>772 73 1148 2333</box>
entry-paragraph: அமைப்பாளர்: ரா.சேகர்பட்டி, 21ஏ, கேத்துநாயக்கன்பட்டி, ஈஈஈஈஈஈ, கிருஷ்ணகிரி. <box>1157 1196 1493 1207</box>
entry-paragraph: துணை அமைப்பாளர்கள்: (1) வி.வல்லரசு, 134, பழையூர், மதனூர்பட்டி, ஈஈஈஈஈஈ, கிருஷ்ணகிரி. (2) வி.அசோக், 88/27ஏ, பழையூர், மதனூர்பட்டி, ஈஈஈஈஈஈ. <box>405 1126 762 1150</box>
entry-paragraph: துணை அமைப்பாளர்கள்: (1) மு.வசந்தகுமார், 3/39, கிட்டப்பட்டி, பெரியஅள்ளபடி, ஈஈஈஈஈஈ, கிருஷ்ணகிரி. (2) வெ.சௌரத்தி, 37, கிட்டப்பட்டி, பெரியஅள்ளபடி, ஈஈஈஈஈஈ, கிருஷ்ணகிரி. <box>405 280 762 316</box>
list-item <box>781 977 1138 990</box>
entry-paragraph: அமைப்பாளர்: ஜெ.ரவீரா, 42சி1, கணக்கப்பட்டி, நொச்சிப்பட்டி, ஈஈஈஈஈஈ. <box>29 395 332 406</box>
part-number: பாகம்–191 <box>405 643 451 654</box>
entry-paragraph: துணை அமைப்பாளர்கள்: (1) அ.யாகவராஜ், 294சி, ராஜிங்காந்தி நகர், மதனூர்பட்டி, கிருஷ்ணகிரி. (2) அ.தருணி, 185, ராஜிங்காந்தி நகர், மதனூர்பட்டி, ஈஈஈஈஈஈ. <box>405 748 762 772</box>
entry-paragraph: அமைப்பாளர்: எஸ்.மணிகண்டன், 304, ராமகவுண்டனூர், மதனூர்பட்டி, ஈஈஈஈஈஈ, கிருஷ்ணகிரி. <box>405 1176 762 1199</box>
part-separator: : <box>837 1007 840 1018</box>
list-item <box>781 947 1138 960</box>
branch-heading: கிரிபிருந்தவ குடியிருப்பு கிளை <box>510 937 657 949</box>
entry-paragraph: அமைப்பாளர்: ம.சந்தரை, 835, மதனூர்பட்டி, ஈஈஈஈஈஈ, கிருஷ்ணகிரி. <box>781 198 1065 209</box>
brand <box>611 27 771 57</box>
entry-paragraph: அமைப்பாளர்: உ.விஜய், 21/51ஈ1, கொட்டூர், மிட்டப்பள்ளி, ஈஈஈஈஈஈ, கிருஷ்ணகிரி. <box>1157 263 1502 274</box>
list-item <box>781 932 1138 945</box>
branch-heading: பழையூர் கிளை <box>547 1108 620 1120</box>
part-separator: : <box>86 832 88 843</box>
branch-heading: காமராஜர் நகர் கிளை <box>158 1123 258 1135</box>
entry-paragraph: துணை அமைப்பாளர்கள்: (1) தே.கிருஷ்ணமூர்த்தி, 73, புதுரான் கொட்டாய், ஈஈஈஈஈஈ, கிருஷ்ணகிரி. (2) அ.ஜெரிகிருஷ்ணன், 38, புதுரான்கொட்டாய், ஈஈஈஈஈஈ, கிருஷ்ணகிரி. <box>29 986 386 1010</box>
part-number: பாகம்–168 <box>781 903 827 914</box>
part-number: பாகம்–170 <box>781 933 827 944</box>
branch-heading: படப்பள்ளி கிளை <box>166 601 250 613</box>
part-organizer-name: சி.அன்புச்செல்வன், பழையூர், மதனூர்பட்டி, ஈஈஈஈஈஈ. <box>845 1007 1069 1018</box>
branch-heading: அம்பேத்கர் நகர் கிளை <box>529 324 638 336</box>
branch-heading: தாலுகொட்டாய் கிளை <box>906 719 1013 731</box>
part-number: பாகம்–193 <box>405 673 451 683</box>
part-separator: : <box>837 963 840 974</box>
entry-paragraph: துணை அமைப்பாளர்கள்: (1) ப.அருண்குமார், 08, மூன்றாம்பட்டி, மிட்டப்பள்ளி, ஈஈஈஈஈஈ, கிருஷ்ணகிரி. <box>781 1267 1138 1291</box>
entry-paragraph: அமைப்பாளர்: சி.மணிகண்டன், 76/ஈ, நேதாஜிநகர், மதனூர் பட்டி, ஈஈஈஈஈஈ, கிருஷ்ணகிரி. <box>781 106 1138 130</box>
part-organizer-name: செ.சந்துரு, நெட்டிவலசை, பெரியஅள்ளபடி, ஈஈஈஈஈஈ. <box>469 628 694 639</box>
branch-heading: பெரியதள்ளப்பாடு கிளை <box>523 521 644 533</box>
entry-paragraph: அமைப்பாளர்: இரா.ஆனந்த், 44, பொம்மதாசம்பட்டி, ஈஈஈஈஈஈ, கிருஷ்ணகிரி. <box>1157 1038 1475 1049</box>
entry-paragraph: அமைப்பாளர்: ர.செந்தமிழ், 144/667, கொட்டகாரம்பட்டி, மிட்டப்பள்ளி, ஈஈஈஈஈஈ, கிருஷ்ணகிரி. <box>1157 447 1514 471</box>
entry-paragraph: துணை அமைப்பாளர்கள்: (1) ஆ.அகல்ஜிகா, 261ஏ, கேத்துநாயக்கன்பட்டி, ஈஈஈஈஈஈ, கிருஷ்ணகிரி. (2) ரா.பாரரூ, 27ஏ, கேத்துநாயக்கன்பட்டி, ஈஈஈஈஈஈ, கிருஷ்ணகிரி. (3) செ.சங்கர், 29ஏ, கேத்துநாயக்கன்பட்டி, ஈஈஈஈஈஈ, கிருஷ்ணகிரி. <box>1157 1213 1514 1250</box>
branch-heading: விகவாசம்பட்டி கிளை–1 <box>525 779 642 791</box>
list-item <box>405 627 762 640</box>
entry-paragraph: துணை அமைப்பாளர்கள்: (1) க.கார்த்திக், 06, காக்கனூர், மிட்டப்பள்ளி, ஈஈஈஈஈஈ, கிருஷ்ணகிரி. (2) ஜெ.மணிகண்டன், 12, காக்கனூர், மிட்டப்பள்ளி, ஈஈஈஈஈஈ, கிருஷ்ணகிரி. (3) ரி.சிவகுமார், 02, காக்கனூர், மிட்டப்பள்ளி, ஈஈஈஈஈஈ, கிருஷ்ணகிரி. <box>1157 1134 1514 1171</box>
part-organizer-name: ச.வினோன், நெட்டிவலசை, பெரியஅள்ளபடி, ஈஈஈஈஈஈ. <box>469 643 700 654</box>
branch-heading: கிட்டப்பட்டி கிளை <box>539 232 629 244</box>
entry-paragraph: துணை அமைப்பாளர்கள்: (1) ஆ.செல்வகுமார், 79, கொட்டகாரம்பட்டி, ஈஈஈஈஈஈ, கிருஷ்ணகிரி. (2) க.குணசேகரன், 124/22, கொட்டகாரம்பட்டி, ஈஈஈஈஈஈ, கிருஷ்ணகிரி. (3) ம.சந்துரு, 67, கொட்டகாரம்பட்டி, மிட்டப்பள்ளி, ஈஈஈஈஈஈ, கிருஷ்ணகிரி. <box>1157 582 1514 619</box>
branch-heading: குட்லானூர் கிளை <box>918 1127 1001 1139</box>
entry-paragraph: அமைப்பாளர்: நா.சாரதி, 89/34, தோட்டகாரன் கொட்டாய், மதனூர்பட்டி, ஈஈஈஈஈஈ. <box>405 1034 743 1045</box>
part-number: பாகம்–172 <box>781 963 827 974</box>
date-label: 10.12.2025 <box>1418 31 1516 52</box>
entry-paragraph: அமைப்பாளர்: வே.சந்துரு, 9டி3, பெருமாள்குப்பம், படப்பள்ளி, ஈஈஈஈஈஈ. <box>29 303 334 314</box>
col-4 <box>1148 73 1523 2333</box>
part-organizer-name: மு.ஆனந்தி, தாலங்கொட்டாய், மதனூர்பட்டி, ஈஈஈஈஈஈ. <box>845 963 1072 974</box>
branch-heading: திக்கன்கொட்டாய் கிளை <box>1277 140 1393 152</box>
part-number: பாகம்–173 <box>781 978 827 989</box>
branch-heading: பொம்மதாசம்பட்டி கிளை <box>1274 1020 1396 1032</box>
list-item <box>405 672 762 685</box>
part-number: பாகம்–122 <box>29 817 75 828</box>
entry-paragraph: துணை அமைப்பாளர்கள்: (1) கு.அருண், 4ஏ, கோவிலூர், மிட்டப்பள்ளி, ஈஈஈஈஈஈ, கிருஷ்ணகிரி. (2) கு.ரஞ்சித், 5, கோவிலூர், மிட்டப்பள்ளி, ஈஈஈஈஈஈ, கிருஷ்ணகிரி. (3) கு.சுரேஷ், 23ஏ, கோவிலூர், மிட்டப்பள்ளி, ஈஈஈஈஈஈ, கிருஷ்ணகிரி. <box>781 1083 1138 1119</box>
entry-paragraph: துணை அமைப்பாளர்கள்: (1) கா.கௌதம், 92சி2, குண்டல்மடுவு, படப்பள்ளி, கிருஷ்ணகிரி. (2) வெ.வடிவேல், 71ஈ1, குண்டல்மடுவு, படப்பள்ளி, ஈஈஈஈஈஈ. <box>29 175 386 199</box>
part-organizer-name: ஆ.அன்புராசன், தசரப்பட்டி, காரப்பட்டி, ஈஈஈஈஈஈ. <box>845 933 1053 944</box>
entry-paragraph: அமைப்பாளர்: ச.யுவரன், 235, விகவாசம்பட்டி, மதனூர்பட்டி, ஈஈஈஈஈஈ, கிருஷ்ணகிரி. <box>405 955 755 966</box>
part-organizer-name: கே.கலைவாணன், ராமகவுண்டனூர், மதனூர்பட்டி, ஈஈஈஈஈஈ. <box>845 919 1093 929</box>
entry-paragraph: துணை அமைப்பாளர்கள்: (1) அ.மகாபு, 97, பட்லாங்கொட்டாய், மதனூர்பட்டி, ஈஈஈஈஈஈ, கிருஷ்ணகிரி. (2) சா.சாரன்பாசர், 36, பட்லாங்கொட்டாய், மதனூர்பட்டி, ஈஈஈஈஈஈ, கிருஷ்ணகிரி. <box>781 846 1138 883</box>
branch-heading: மதனூர்பட்டி கிளை <box>914 180 1005 192</box>
entry-paragraph: அமைப்பாளர்: எா.மாரன், 38, தாலங்கொட்டாய், மதனூர்பட்டி, ஈஈஈஈஈஈ, கிருஷ்ணகிரி. <box>781 737 1136 748</box>
entry-paragraph: துணை அமைப்பாளர்கள்: (1) இ.இர்பான், 46, நேதாஜி நகர், மதனூர்பட்டி, ஈஈஈஈஈஈ, கிருஷ்ணகிரி. (2) பி.வெங்கடேசன், 96/ஏ, நேதாஜி நகர், மதனூர்பட்டி, ஈஈஈஈஈஈ, கிருஷ்ணகிரி. <box>781 136 1138 173</box>
branch-subheading: சின்னகோவிந்தபுரம் கிளை <box>146 874 270 885</box>
entry-paragraph: துணை அமைப்பாளர்கள்: (1) ச.ராஜீ, 155, விகவாசம்பட்டி, மதனூர்பட்டி, ஈஈஈஈஈஈ. (2) அ.தமிழ்க்கு, 154–ஏ, விகவாசம்பட்டி, மதனூர்பட்டி, கிருஷ்ணகிரி. (3) ஜ.ராஜவேல், 154ஏ, விகவாசம்பட்டி, மதனூர்பட்டி, ஈஈஈஈஈஈ. <box>405 972 762 1009</box>
part-separator: : <box>837 993 840 1004</box>
masthead <box>19 17 1524 68</box>
branch-subheading: கோவிலூர் கிளை <box>920 1050 999 1061</box>
entry-paragraph: அமைப்பாளர்: க.பிரபாகரன், 136/ஏ, பெரியஅள்ளபடி, ஈஈஈஈஈஈ. <box>405 539 671 550</box>
part-number: பாகம்–174 <box>781 993 827 1004</box>
entry-paragraph: அமைப்பாளர்: மு.மோகன், 73/பி, தோடன்கொட்டாய், மிட்டப்பள்ளி, ஈஈஈஈஈஈ, கிருஷ்ணகிரி. <box>1157 342 1514 366</box>
part-organizer-name: ர.குரூஜி, விகவாசம்பட்டி, மதனூர்பட்டி, ஈஈஈஈஈஈ. <box>845 978 1051 989</box>
entry-paragraph: அமைப்பாளர்: சே.தமிழ்ச்சரன், 17/பெ, படப்பள்ளி, ஈஈஈஈஈஈ, கிருஷ்ணகிரி. <box>29 619 339 630</box>
